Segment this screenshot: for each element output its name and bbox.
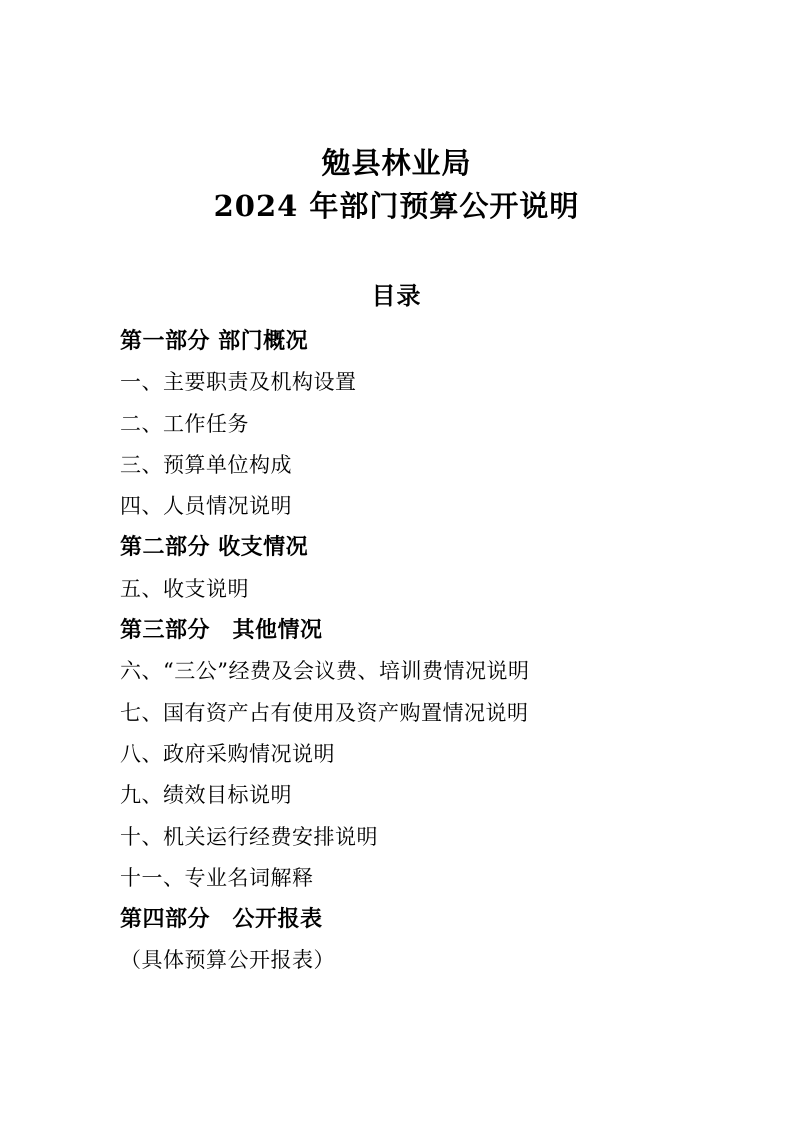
toc-entry: 十一、专业名词解释 [120, 865, 314, 890]
toc-entry: 二、工作任务 [120, 411, 249, 436]
toc-section-heading: 第四部分 公开报表 [120, 906, 323, 933]
toc-section-heading: 第一部分 部门概况 [120, 328, 309, 354]
toc-list [120, 321, 723, 982]
toc-section-heading: 第三部分 其他情况 [120, 617, 323, 644]
toc-entry: 三、预算单位构成 [120, 452, 292, 477]
toc-entry: 九、绩效目标说明 [120, 783, 292, 808]
document-title [0, 0, 793, 228]
toc-entry: （具体预算公开报表） [120, 948, 335, 973]
toc-entry: 五、收支说明 [120, 576, 249, 601]
toc-entry: 八、政府采购情况说明 [120, 741, 335, 766]
toc-entry: 十、机关运行经费安排说明 [120, 824, 378, 849]
toc-heading: 目录 [371, 281, 422, 310]
toc-section-heading: 第二部分 收支情况 [120, 534, 309, 561]
toc-entry: 六、“三公”经费及会议费、培训费情况说明 [120, 659, 530, 684]
document-title-line1: 勉县林业局 [321, 146, 472, 180]
toc-entry: 四、人员情况说明 [120, 494, 292, 519]
document-title-line2: 2024 年部门预算公开说明 [213, 189, 580, 223]
toc-entry: 一、主要职责及机构设置 [120, 370, 357, 395]
toc-entry: 七、国有资产占有使用及资产购置情况说明 [120, 700, 529, 725]
